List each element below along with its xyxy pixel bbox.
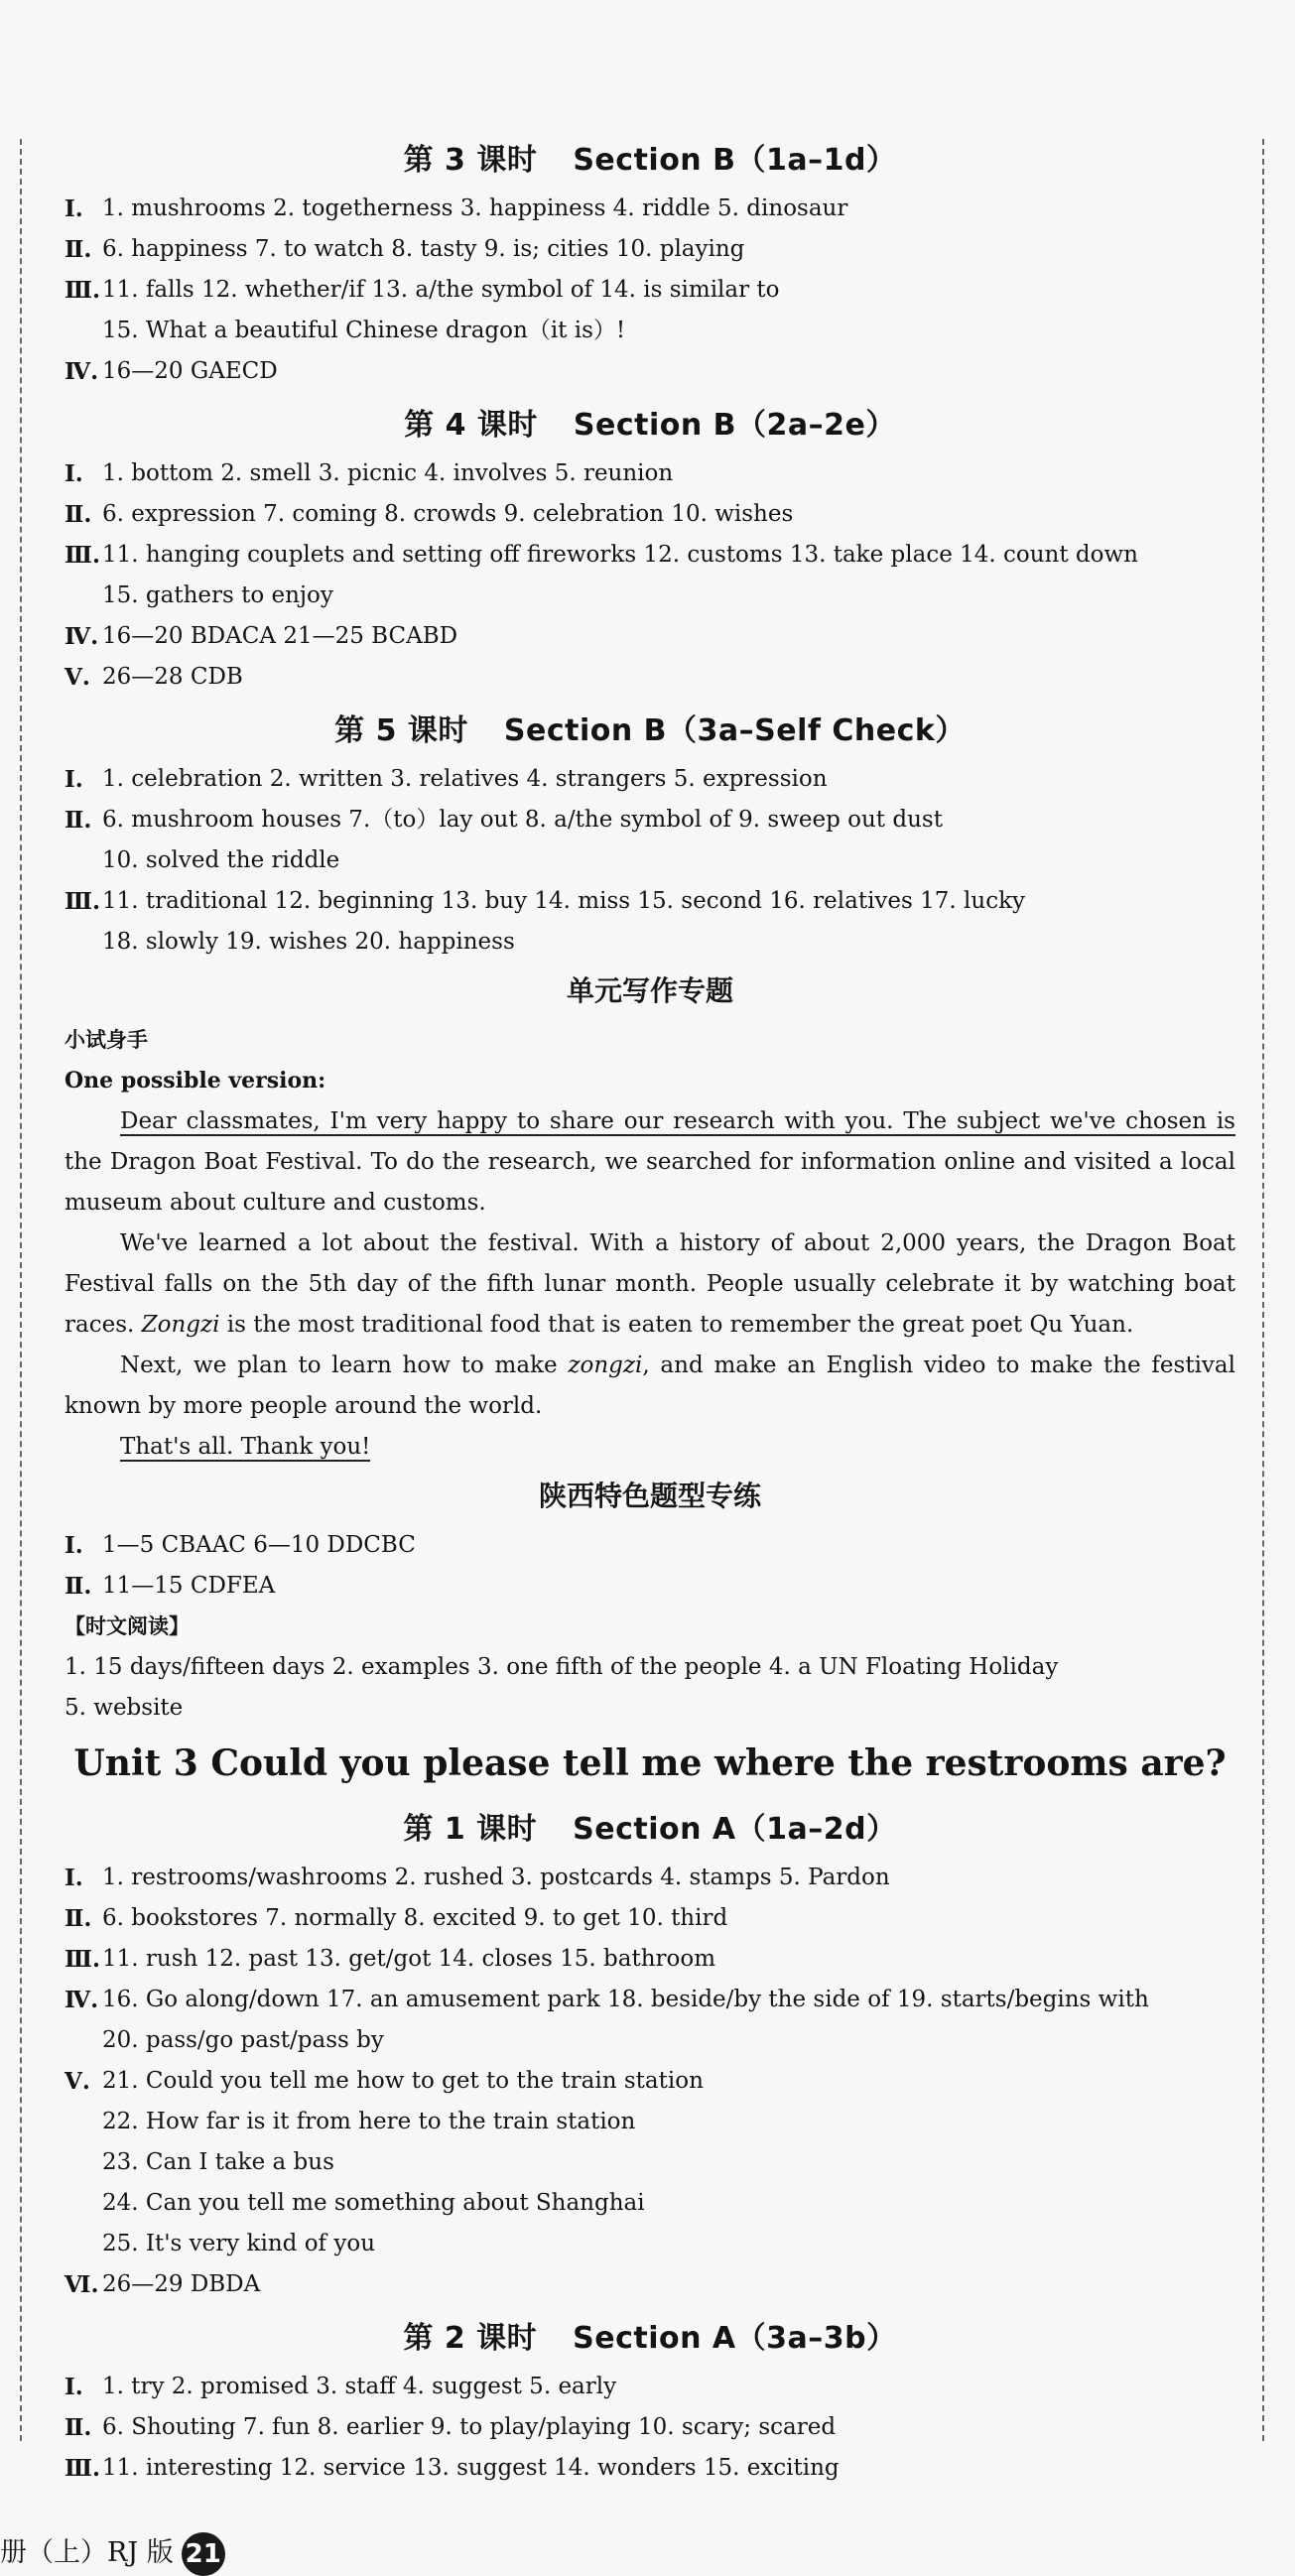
answer-row: Ⅳ. 16. Go along/down 17. an amusement park 18. beside/by the side of 19. starts/begins with: [65, 1987, 1149, 2013]
answer-content: [65, 127, 1235, 2489]
answer-row: Ⅲ. 11. falls 12. whether/if 13. a/the symbol of 14. is similar to: [65, 277, 780, 304]
answer-row: 15. gathers to enjoy: [102, 582, 333, 608]
essay-paragraph-4: That's all. Thank you!: [120, 1434, 371, 1460]
essay-paragraph-2: We've learned a lot about the festival. With a history of about 2,000 years, the Dragon Boat Festival falls on the 5th day of the fifth lunar month. People usually celebrate it by watching boat races. Zongzi is the most traditional food that is eaten to remember the great poet Qu Yuan.: [65, 1230, 1235, 1338]
unit-3-title: Unit 3 Could you please tell me where the restrooms are?: [73, 1742, 1227, 1784]
left-cut-line: [20, 139, 22, 2441]
answer-row: Ⅰ. 1. restrooms/washrooms 2. rushed 3. postcards 4. stamps 5. Pardon: [65, 1865, 890, 1891]
answer-row: Ⅳ. 16—20 BDACA 21—25 BCABD: [65, 623, 458, 650]
page-footer: [0, 2530, 225, 2576]
answer-row: Ⅱ. 6. mushroom houses 7.（to）lay out 8. a/the symbol of 9. sweep out dust: [65, 807, 943, 834]
answer-row: 10. solved the riddle: [102, 847, 340, 873]
answer-row: 20. pass/go past/pass by: [102, 2027, 384, 2053]
essay-paragraph-3: Next, we plan to learn how to make zongzi, and make an English video to make the festival known by more people around the world.: [65, 1352, 1235, 1419]
answer-row: Ⅱ. 6. expression 7. coming 8. crowds 9. celebration 10. wishes: [65, 501, 794, 528]
answer-row: Ⅱ. 11—15 CDFEA: [65, 1573, 276, 1600]
answer-row: Ⅱ. 6. Shouting 7. fun 8. earlier 9. to play/playing 10. scary; scared: [65, 2414, 837, 2441]
answer-row: Ⅲ. 11. hanging couplets and setting off fireworks 12. customs 13. take place 14. count down: [65, 542, 1138, 569]
answer-row: Ⅲ. 11. rush 12. past 13. get/got 14. closes 15. bathroom: [65, 1946, 716, 1973]
unit3-lesson-1-heading: 第 1 课时 Section A（1a–2d）: [403, 1812, 897, 1847]
reading-subheading: 【时文阅读】: [65, 1614, 190, 1638]
answer-row: Ⅰ. 1. celebration 2. written 3. relatives 4. strangers 5. expression: [65, 766, 828, 793]
lesson-5-heading: 第 5 课时 Section B（3a–Self Check）: [334, 713, 966, 748]
answer-row: Ⅳ. 16—20 GAECD: [65, 358, 278, 385]
writing-heading: 单元写作专题: [566, 974, 733, 1007]
version-label: One possible version:: [65, 1068, 326, 1094]
answer-row: Ⅰ. 1—5 CBAAC 6—10 DDCBC: [65, 1532, 416, 1559]
answer-row: Ⅴ. 26—28 CDB: [65, 664, 243, 691]
answer-row: Ⅰ. 1. bottom 2. smell 3. picnic 4. involves 5. reunion: [65, 460, 674, 487]
answer-row: 25. It's very kind of you: [102, 2231, 376, 2256]
unit3-lesson-2-heading: 第 2 课时 Section A（3a–3b）: [403, 2321, 897, 2356]
answer-row: 18. slowly 19. wishes 20. happiness: [102, 929, 515, 955]
answer-row: Ⅲ. 11. traditional 12. beginning 13. buy 14. miss 15. second 16. relatives 17. lucky: [65, 888, 1026, 915]
answer-row: Ⅱ. 6. happiness 7. to watch 8. tasty 9. is; cities 10. playing: [65, 236, 745, 263]
lesson-3-heading: 第 3 课时 Section B（1a–1d）: [403, 143, 897, 178]
answer-row: Ⅱ. 6. bookstores 7. normally 8. excited 9. to get 10. third: [65, 1905, 728, 1932]
answer-row: Ⅲ. 11. interesting 12. service 13. suggest 14. wonders 15. exciting: [65, 2455, 840, 2482]
answer-row: 15. What a beautiful Chinese dragon（it is）!: [102, 318, 626, 343]
lesson-4-heading: 第 4 课时 Section B（2a–2e）: [404, 408, 896, 443]
shaanxi-heading: 陕西特色题型专练: [538, 1480, 761, 1512]
answer-row: 1. 15 days/fifteen days 2. examples 3. one fifth of the people 4. a UN Floating Holiday: [65, 1654, 1059, 1680]
writing-subheading: 小试身手: [65, 1028, 148, 1052]
answer-row: Ⅰ. 1. try 2. promised 3. staff 4. suggest 5. early: [65, 2374, 617, 2400]
right-cut-line: [1262, 139, 1264, 2441]
answer-row: 5. website: [65, 1695, 184, 1721]
answer-row: 22. How far is it from here to the train station: [102, 2109, 636, 2134]
answer-row: 23. Can I take a bus: [102, 2149, 334, 2175]
essay-paragraph-1: Dear classmates, I'm very happy to share our research with you. The subject we've chosen is the Dragon Boat Festival. To do the research, we searched for information online and visited a local museum about culture and customs.: [65, 1108, 1235, 1216]
page-number: 21: [182, 2532, 225, 2576]
answer-row: Ⅴ. 21. Could you tell me how to get to the train station: [65, 2068, 704, 2095]
edition-label: 册（上）RJ 版: [0, 2537, 174, 2568]
answer-row: Ⅰ. 1. mushrooms 2. togetherness 3. happiness 4. riddle 5. dinosaur: [65, 195, 848, 222]
answer-row: 24. Can you tell me something about Shanghai: [102, 2190, 645, 2216]
answer-row: Ⅵ. 26—29 DBDA: [65, 2271, 261, 2298]
